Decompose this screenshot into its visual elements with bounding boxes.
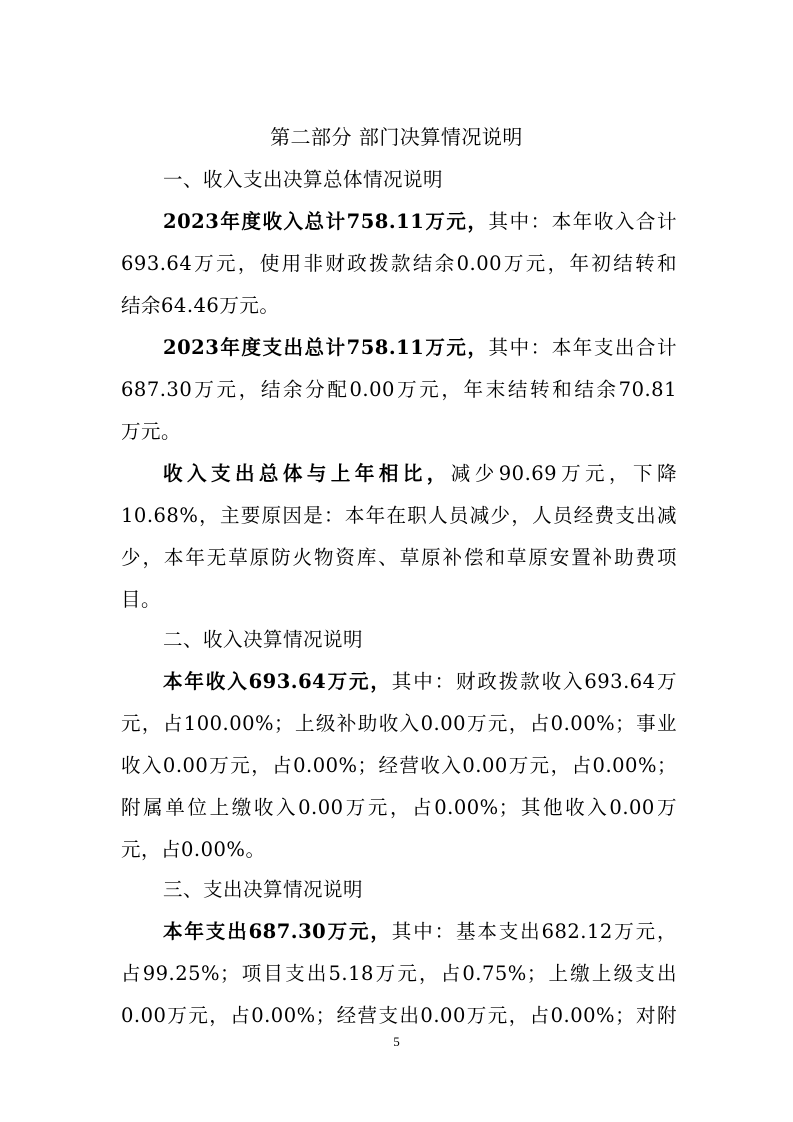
- paragraph-line: 结余64.46万元。: [121, 294, 280, 317]
- section-heading-3: 三、支出决算情况说明: [163, 878, 364, 901]
- paragraph-line: [163, 911, 677, 953]
- paragraph-line: [163, 453, 677, 495]
- bold-lead: 2023年度支出总计758.11万元，: [163, 336, 489, 359]
- page-title: 第二部分 部门决算情况说明: [270, 125, 523, 149]
- section-heading-2: 二、收入决算情况说明: [163, 628, 364, 651]
- paragraph-line: 687.30万元，结余分配0.00万元，年末结转和结余70.81: [121, 378, 677, 401]
- page-number: 5: [393, 1034, 400, 1049]
- bold-lead: 本年收入693.64万元，: [163, 670, 392, 693]
- paragraph-line: 少，本年无草原防火物资库、草原补偿和草原安置补助费项: [121, 546, 677, 569]
- paragraph-line: [163, 661, 677, 703]
- bold-lead: 收入支出总体与上年相比，: [163, 462, 451, 485]
- paragraph-line: 10.68%，主要原因是：本年在职人员减少，人员经费支出减: [121, 504, 677, 527]
- paragraph-line: 693.64万元，使用非财政拨款结余0.00万元，年初结转和: [121, 252, 677, 275]
- section-heading-1: 一、收入支出决算总体情况说明: [163, 168, 444, 191]
- paragraph-line: 占99.25%；项目支出5.18万元，占0.75%；上缴上级支出: [121, 962, 677, 985]
- text-span: 其中：本年支出合计: [488, 336, 677, 359]
- text-span: 其中：财政拨款收入693.64万: [391, 670, 677, 693]
- bold-lead: 2023年度收入总计758.11万元，: [163, 210, 489, 233]
- paragraph-line: [163, 327, 677, 369]
- paragraph-line: 0.00万元，占0.00%；经营支出0.00万元，占0.00%；对附: [121, 1004, 677, 1027]
- paragraph-line: 元，占0.00%。: [121, 838, 266, 861]
- text-span: 其中：基本支出682.12万元，: [391, 920, 677, 943]
- paragraph-line: 附属单位上缴收入0.00万元，占0.00%；其他收入0.00万: [121, 796, 677, 819]
- paragraph-line: 收入0.00万元，占0.00%；经营收入0.00万元，占0.00%；: [121, 754, 677, 777]
- paragraph-line: [163, 201, 677, 243]
- paragraph-line: 元，占100.00%；上级补助收入0.00万元，占0.00%；事业: [121, 712, 677, 735]
- paragraph-line: 目。: [121, 588, 162, 611]
- text-span: 其中：本年收入合计: [488, 210, 677, 233]
- paragraph-line: 万元。: [121, 420, 182, 443]
- bold-lead: 本年支出687.30万元，: [163, 920, 392, 943]
- text-span: 减少90.69万元，下降: [450, 462, 677, 485]
